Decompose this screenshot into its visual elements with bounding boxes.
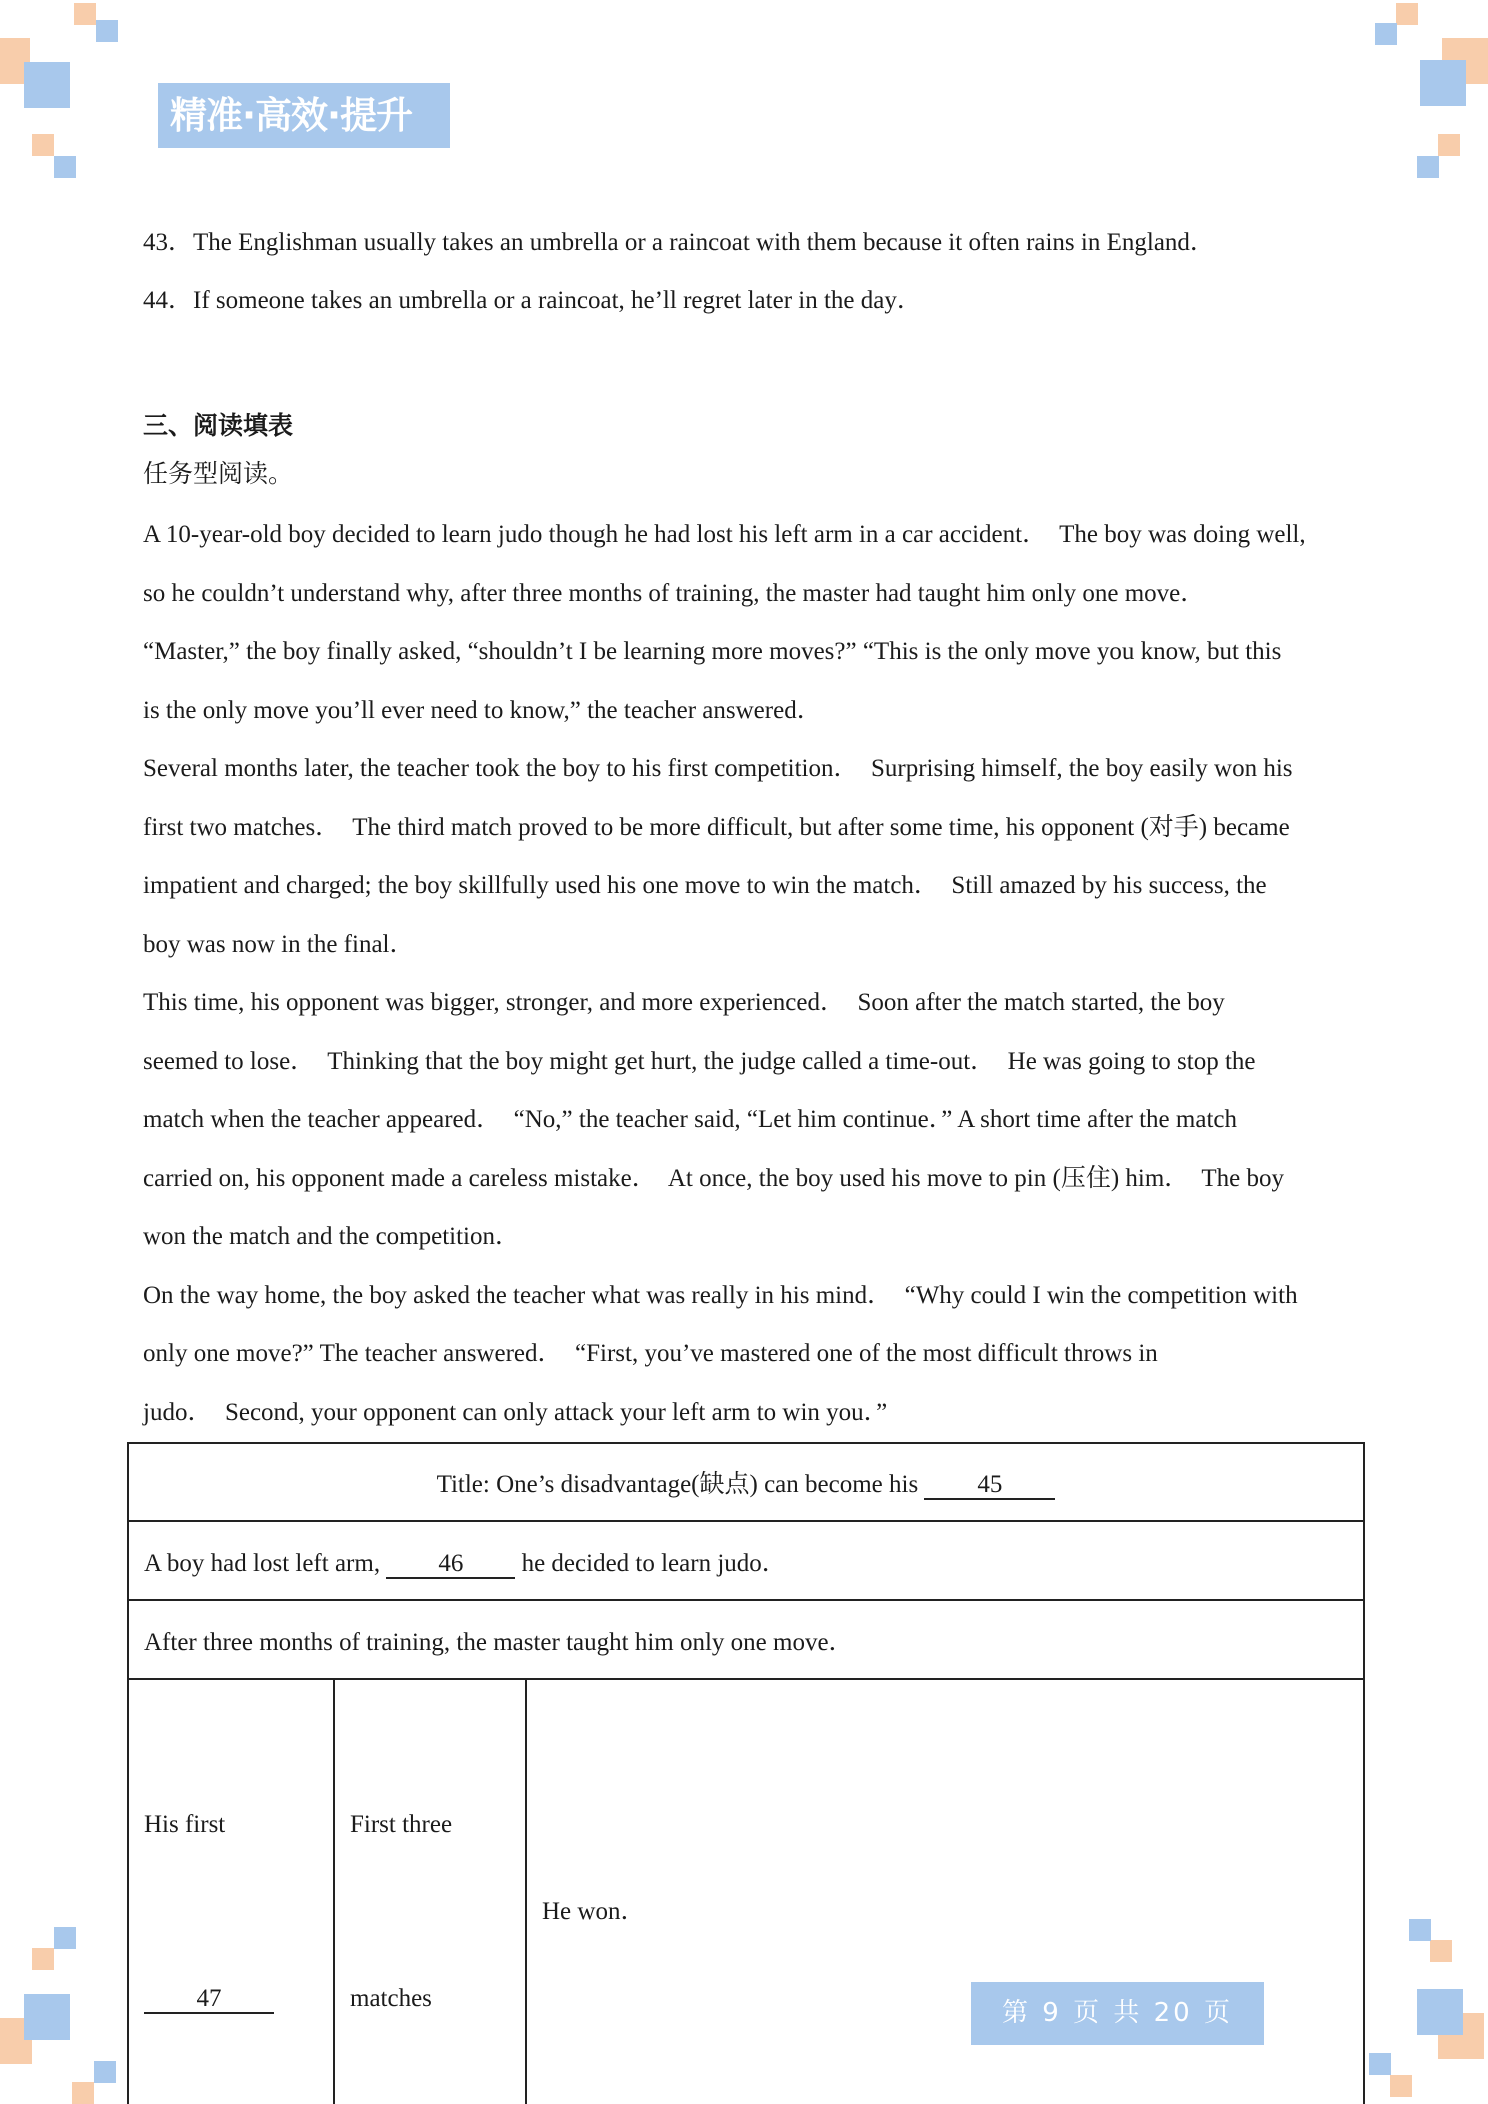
passage-line: only one move?” The teacher answered． “First, you’ve mastered one of the most difficult throws in xyxy=(143,1340,1158,1367)
row2-prefix: A boy had lost left arm, xyxy=(144,1549,387,1577)
cell-blank-line xyxy=(144,1970,318,2028)
table-row-title xyxy=(128,1443,1364,1521)
passage-line: boy was now in the final． xyxy=(143,930,415,958)
passage-line: impatient and charged; the boy skillfully used his one move to win the match． Still amazed by his success, the xyxy=(143,872,1267,899)
decor-square xyxy=(1375,23,1397,45)
table-cell xyxy=(128,1679,334,2104)
passage-line: won the match and the competition． xyxy=(143,1223,520,1250)
page-indicator: 第 9 页 共 20 页 xyxy=(971,1982,1264,2045)
passage-line: first two matches． The third match proved to be more difficult, but after some time, his opponent (对手) became xyxy=(143,813,1290,841)
cell-text: matches xyxy=(350,1985,432,2012)
answer-blank-47: 47 xyxy=(144,1986,274,2014)
answer-blank-45: 45 xyxy=(924,1472,1055,1500)
decor-square xyxy=(72,2082,94,2104)
passage-line: “Master,” the boy finally asked, “shouldn’t I be learning more moves?” “This is the only move you know, but this xyxy=(143,638,1282,665)
passage-line: This time, his opponent was bigger, stronger, and more experienced． Soon after the match started, the boy xyxy=(143,989,1225,1016)
passage-line: judo． Second, your opponent can only attack your left arm to win you．” xyxy=(143,1398,888,1426)
passage-line: is the only move you’ll ever need to know,” the teacher answered． xyxy=(143,696,822,724)
passage-line: Several months later, the teacher took the boy to his first competition． Surprising himself, the boy easily won his xyxy=(143,755,1293,782)
decor-square xyxy=(32,134,54,156)
table-cell xyxy=(128,1521,1364,1600)
section-heading: 三、阅读填表 xyxy=(143,413,294,440)
question-list xyxy=(143,214,1215,330)
passage-line: carried on, his opponent made a careless mistake． At once, the boy used his move to pin (压住) him． The boy xyxy=(143,1164,1284,1192)
passage-line: A 10-year-old boy decided to learn judo though he had lost his left arm in a car accident． The boy was doing well, xyxy=(143,521,1306,548)
decor-square xyxy=(32,1948,54,1970)
table-row xyxy=(128,1521,1364,1600)
decor-square xyxy=(1417,1989,1463,2035)
decor-square xyxy=(54,156,76,178)
section-instruction: 任务型阅读。 xyxy=(143,461,294,488)
table-cell: He won． xyxy=(526,1679,1364,2104)
decor-square xyxy=(24,1994,70,2040)
table-cell-title xyxy=(128,1443,1364,1521)
row2-suffix: he decided to learn judo． xyxy=(515,1549,787,1577)
table-row xyxy=(128,1600,1364,1679)
decor-square xyxy=(1369,2053,1391,2075)
header-banner xyxy=(158,83,450,148)
answer-blank-46: 46 xyxy=(386,1551,515,1579)
decor-square xyxy=(96,20,118,42)
decor-square xyxy=(1417,156,1439,178)
passage-line: seemed to lose． Thinking that the boy might get hurt, the judge called a time-out． He was going to stop the xyxy=(143,1047,1256,1075)
decor-square xyxy=(74,3,96,25)
reading-passage xyxy=(143,506,1306,1442)
decor-square xyxy=(1390,2075,1412,2097)
passage-line: match when the teacher appeared． “No,” the teacher said, “Let him continue．” A short time after the match xyxy=(143,1106,1237,1133)
question-44: 44．If someone takes an umbrella or a raincoat, he’ll regret later in the day． xyxy=(143,287,922,314)
decor-square xyxy=(24,62,70,108)
question-43: 43．The Englishman usually takes an umbrella or a raincoat with them because it often rains in England． xyxy=(143,229,1215,256)
cell-text: First three xyxy=(350,1811,453,1838)
decor-square xyxy=(1409,1919,1431,1941)
passage-line: so he couldn’t understand why, after three months of training, the master had taught him only one move． xyxy=(143,579,1206,607)
decor-square xyxy=(54,1927,76,1949)
cell-text: His first xyxy=(144,1811,226,1838)
passage-line: On the way home, the boy asked the teacher what was really in his mind． “Why could I win the competition with xyxy=(143,1281,1298,1309)
banner-text: 精准·高效·提升 xyxy=(170,94,413,137)
table-cell: After three months of training, the master taught him only one move． xyxy=(128,1600,1364,1679)
table-cell xyxy=(334,1679,526,2104)
decor-square xyxy=(94,2061,116,2083)
decor-square xyxy=(1438,134,1460,156)
title-text: Title: One’s disadvantage(缺点) can become his xyxy=(436,1471,925,1498)
decor-square xyxy=(1420,60,1466,106)
decor-square xyxy=(1396,3,1418,25)
decor-square xyxy=(1430,1940,1452,1962)
